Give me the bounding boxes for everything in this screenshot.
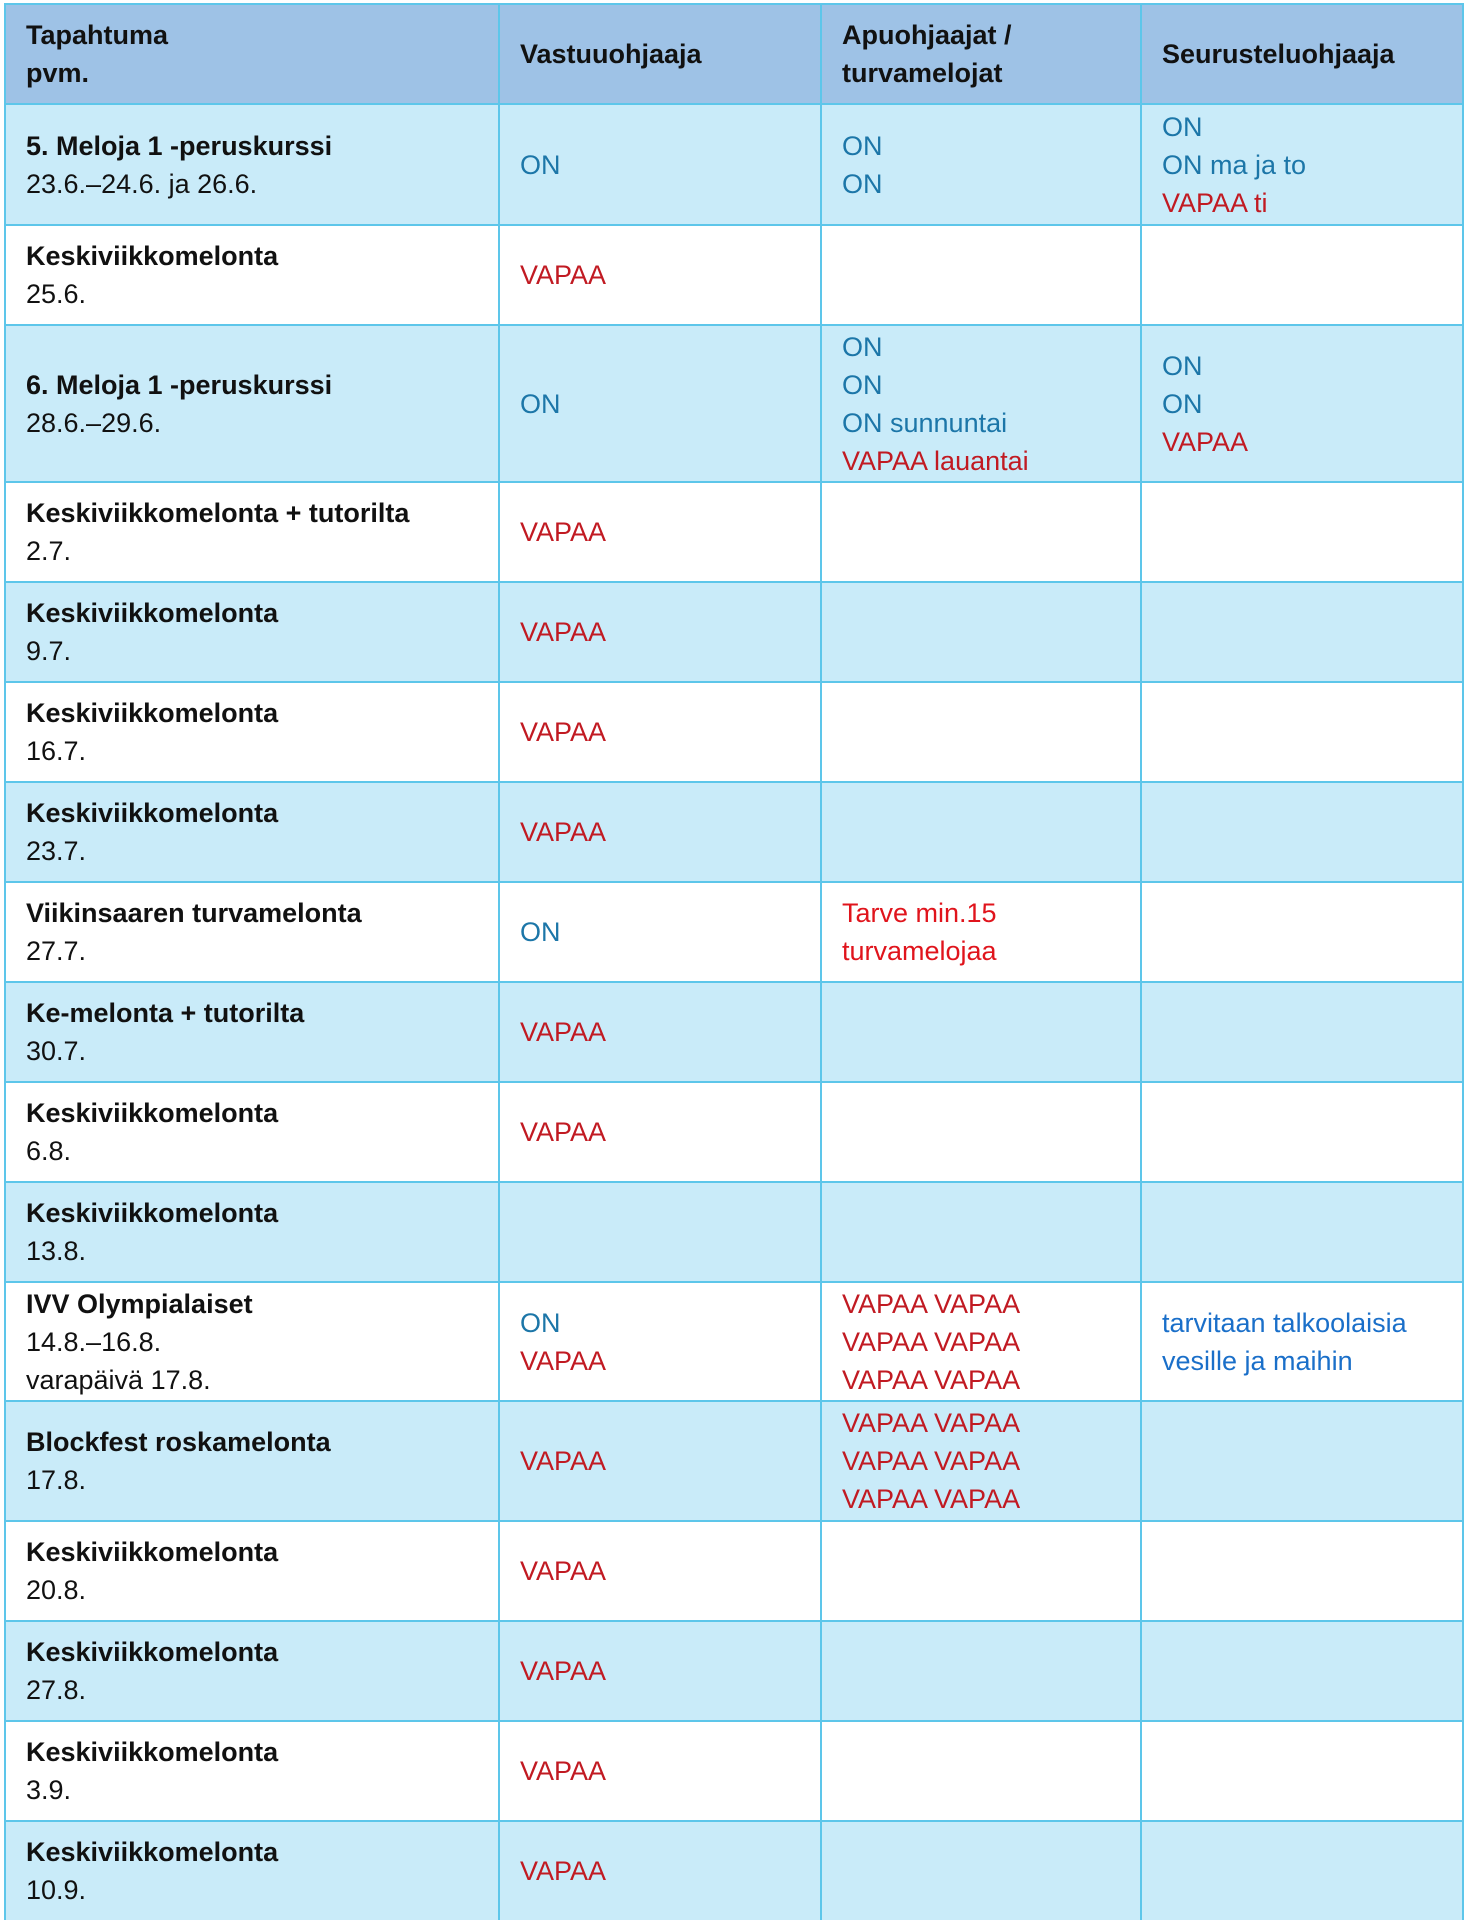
companion-instructor-cell [1141,482,1463,582]
event-backup-date: varapäivä 17.8. [26,1364,211,1395]
table-row [5,1621,1463,1721]
responsible-instructor-cell [499,1182,821,1282]
table-row [5,882,1463,982]
event-date: 3.9. [26,1775,72,1805]
assistant-instructors-cell [821,1821,1141,1920]
status-entry: VAPAA lauantai [842,445,1029,476]
companion-instructor-cell [1141,582,1463,682]
assistant-instructors-cell [821,325,1141,482]
responsible-instructor-cell [499,582,821,682]
status-entry: VAPAA [520,1117,607,1147]
status-entry: VAPAA [520,517,607,547]
table-row [5,1182,1463,1282]
event-cell [5,225,499,325]
status-entry: VAPAA VAPAA [842,1446,1021,1476]
table-row [5,1721,1463,1821]
status-entry: tarvitaan talkoolaisia [1162,1307,1407,1338]
table-row [5,1401,1463,1521]
event-date: 13.8. [26,1236,87,1266]
responsible-instructor-cell [499,1821,821,1920]
assistant-instructors-cell [821,582,1141,682]
event-cell [5,104,499,225]
companion-instructor-cell [1141,1401,1463,1521]
companion-instructor-cell [1141,1821,1463,1920]
table-row [5,682,1463,782]
table-row [5,1082,1463,1182]
assistant-instructors-cell [821,1082,1141,1182]
table-row [5,1521,1463,1621]
responsible-instructor-cell [499,225,821,325]
status-entry: VAPAA [520,1446,607,1476]
status-entry: turvamelojaa [842,936,997,966]
event-cell [5,1401,499,1521]
status-entry: VAPAA VAPAA [842,1288,1021,1319]
status-entry: VAPAA [520,260,607,290]
status-entry: ON [520,1307,561,1338]
status-entry: VAPAA [520,817,607,847]
companion-instructor-cell [1141,325,1463,482]
status-entry: VAPAA VAPAA [842,1484,1021,1514]
status-entry: VAPAA [520,1756,607,1786]
status-entry: VAPAA [1162,426,1249,457]
assistant-instructors-cell [821,225,1141,325]
event-name: 6. Meloja 1 -peruskurssi [26,369,333,400]
event-date: 10.9. [26,1875,87,1905]
companion-instructor-cell [1141,1282,1463,1401]
event-cell [5,682,499,782]
assistant-instructors-cell [821,1282,1141,1401]
event-name: Keskiviikkomelonta [26,1537,279,1567]
assistant-instructors-cell [821,782,1141,882]
event-name: Keskiviikkomelonta [26,698,279,728]
assistant-instructors-cell [821,1401,1141,1521]
table-row [5,582,1463,682]
status-entry: ON [842,130,883,161]
status-entry: ON [520,917,561,947]
event-date: 30.7. [26,1036,87,1066]
assistant-instructors-cell [821,104,1141,225]
responsible-instructor-cell [499,1721,821,1821]
header-event-date [5,4,499,104]
responsible-instructor-cell [499,325,821,482]
event-name: Keskiviikkomelonta [26,798,279,828]
status-entry: VAPAA [520,1017,607,1047]
status-entry: ON ma ja to [1162,149,1307,180]
assistant-instructors-cell [821,882,1141,982]
assistant-instructors-cell [821,482,1141,582]
status-entry: ON [520,388,561,419]
header-event-label: Tapahtuma [26,20,169,50]
event-date: 25.6. [26,279,87,309]
event-cell [5,1621,499,1721]
event-name: Blockfest roskamelonta [26,1427,331,1457]
table-row [5,104,1463,225]
event-name: Keskiviikkomelonta [26,1737,279,1767]
event-date: 23.7. [26,836,87,866]
companion-instructor-cell [1141,225,1463,325]
responsible-instructor-cell [499,782,821,882]
status-entry: vesille ja maihin [1162,1345,1353,1376]
assistant-instructors-cell [821,1521,1141,1621]
table-row [5,325,1463,482]
event-date: 27.8. [26,1675,87,1705]
event-name: IVV Olympialaiset [26,1288,253,1319]
table-row [5,225,1463,325]
assistant-instructors-cell [821,1621,1141,1721]
responsible-instructor-cell [499,1401,821,1521]
table-row [5,1282,1463,1401]
status-entry: ON [842,331,883,362]
companion-instructor-cell [1141,1721,1463,1821]
event-cell [5,782,499,882]
event-cell [5,1521,499,1621]
table-row [5,782,1463,882]
companion-instructor-cell [1141,882,1463,982]
responsible-instructor-cell [499,1621,821,1721]
header-assistant-line2: turvamelojat [842,58,1003,88]
event-name: 5. Meloja 1 -peruskurssi [26,130,333,161]
assistant-instructors-cell [821,682,1141,782]
companion-instructor-cell [1141,1621,1463,1721]
event-cell [5,482,499,582]
header-assistant-instructors [821,4,1141,104]
table-body [5,104,1463,1920]
table-header-row [5,4,1463,104]
event-date: 9.7. [26,636,72,666]
responsible-instructor-cell [499,882,821,982]
status-entry: ON [842,369,883,400]
status-entry: Tarve min.15 [842,898,997,928]
event-cell [5,582,499,682]
event-name: Viikinsaaren turvamelonta [26,898,362,928]
event-name: Keskiviikkomelonta [26,1098,279,1128]
status-entry: VAPAA [520,1656,607,1686]
event-cell [5,982,499,1082]
responsible-instructor-cell [499,482,821,582]
event-cell [5,1182,499,1282]
status-entry: VAPAA VAPAA [842,1364,1021,1395]
assistant-instructors-cell [821,982,1141,1082]
event-cell [5,325,499,482]
event-name: Ke-melonta + tutorilta [26,998,305,1028]
header-companion-instructor: Seurusteluohjaaja [1141,4,1463,104]
event-date: 20.8. [26,1575,87,1605]
status-entry: VAPAA ti [1162,187,1268,218]
event-date: 6.8. [26,1136,72,1166]
event-cell [5,1282,499,1401]
event-name: Keskiviikkomelonta [26,1637,279,1667]
event-name: Keskiviikkomelonta + tutorilta [26,498,410,528]
responsible-instructor-cell [499,982,821,1082]
status-entry: ON [842,168,883,199]
event-date: 27.7. [26,936,87,966]
status-entry: VAPAA [520,1556,607,1586]
status-entry: ON [1162,388,1203,419]
status-entry: VAPAA VAPAA [842,1408,1021,1438]
event-date: 14.8.–16.8. [26,1326,162,1357]
companion-instructor-cell [1141,1521,1463,1621]
event-date: 17.8. [26,1465,87,1495]
responsible-instructor-cell [499,682,821,782]
status-entry: ON sunnuntai [842,407,1008,438]
companion-instructor-cell [1141,682,1463,782]
responsible-instructor-cell [499,104,821,225]
header-responsible-instructor: Vastuuohjaaja [499,4,821,104]
companion-instructor-cell [1141,982,1463,1082]
responsible-instructor-cell [499,1521,821,1621]
status-entry: VAPAA [520,1856,607,1886]
status-entry: VAPAA VAPAA [842,1326,1021,1357]
event-name: Keskiviikkomelonta [26,1837,279,1867]
event-name: Keskiviikkomelonta [26,598,279,628]
companion-instructor-cell [1141,782,1463,882]
status-entry: ON [1162,350,1203,381]
event-date: 2.7. [26,536,72,566]
status-entry: VAPAA [520,717,607,747]
table-row [5,982,1463,1082]
event-cell [5,1721,499,1821]
event-cell [5,1821,499,1920]
event-date: 23.6.–24.6. ja 26.6. [26,168,258,199]
event-name: Keskiviikkomelonta [26,241,279,271]
event-cell [5,1082,499,1182]
table-row [5,1821,1463,1920]
assistant-instructors-cell [821,1721,1141,1821]
header-date-label: pvm. [26,58,90,88]
responsible-instructor-cell [499,1082,821,1182]
status-entry: ON [1162,111,1203,142]
companion-instructor-cell [1141,104,1463,225]
header-assistant-line1: Apuohjaajat / [842,20,1012,50]
assistant-instructors-cell [821,1182,1141,1282]
event-date: 16.7. [26,736,87,766]
event-cell [5,882,499,982]
companion-instructor-cell [1141,1082,1463,1182]
status-entry: VAPAA [520,1345,607,1376]
companion-instructor-cell [1141,1182,1463,1282]
responsible-instructor-cell [499,1282,821,1401]
status-entry: VAPAA [520,617,607,647]
paddling-schedule-table [4,3,1464,1920]
event-date: 28.6.–29.6. [26,407,162,438]
table-row [5,482,1463,582]
event-name: Keskiviikkomelonta [26,1198,279,1228]
status-entry: ON [520,149,561,180]
